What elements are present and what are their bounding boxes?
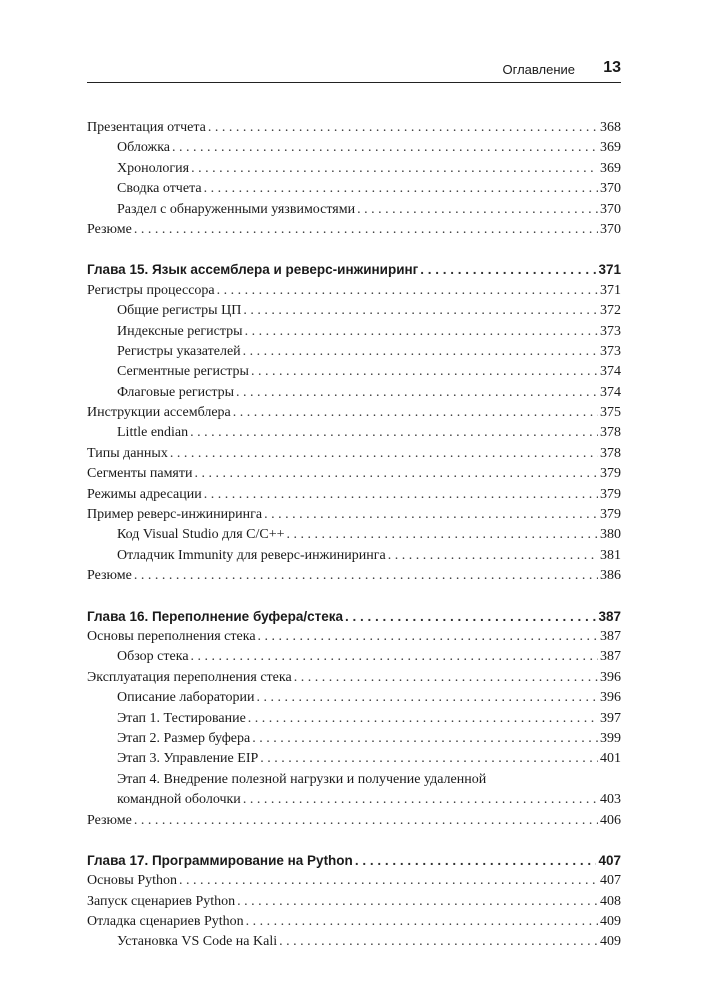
dot-leader: [248, 709, 598, 729]
toc-entry-continuation[interactable]: [87, 790, 621, 810]
toc-entry-page: 374: [600, 364, 621, 380]
toc-entry-page: 409: [600, 934, 621, 950]
running-header: [87, 56, 621, 83]
toc-entry[interactable]: [87, 688, 621, 708]
dot-leader: [260, 749, 598, 769]
toc-entry-page: 370: [600, 221, 621, 237]
dot-leader: [245, 322, 598, 342]
toc-entry-page: 378: [600, 425, 621, 441]
toc-entry[interactable]: [87, 138, 621, 158]
dot-leader: [294, 668, 598, 688]
toc-entry-page: 371: [600, 282, 621, 298]
dot-leader: [256, 688, 598, 708]
toc-entry-page: 373: [600, 323, 621, 339]
toc-entry-page: 373: [600, 343, 621, 359]
toc-entry[interactable]: [87, 159, 621, 179]
toc-entry[interactable]: [87, 525, 621, 545]
toc-entry-label: Пример реверс-инжиниринга: [87, 507, 263, 523]
toc-entry[interactable]: [87, 200, 621, 220]
toc-entry-label: Отладчик Immunity для реверс-инжиниринга: [117, 547, 386, 563]
toc-entry[interactable]: [87, 464, 621, 484]
dot-leader: [355, 851, 597, 871]
dot-leader: [357, 200, 598, 220]
toc-entry-page: 370: [600, 181, 621, 197]
dot-leader: [195, 464, 599, 484]
toc-entry-label: Обложка: [117, 140, 170, 156]
toc-entry-page: 408: [600, 893, 621, 909]
toc-entry-label: командной оболочки: [117, 792, 241, 808]
dot-leader: [134, 220, 598, 240]
toc-entry[interactable]: [87, 811, 621, 831]
toc-entry-page: 375: [600, 405, 621, 421]
toc-entry-label: Раздел с обнаруженными уязвимостями: [117, 201, 356, 217]
toc-entry-page: 368: [600, 120, 621, 135]
toc-entry-label: Сегменты памяти: [87, 466, 193, 482]
dot-leader: [204, 485, 598, 505]
toc-entry-page: 374: [600, 384, 621, 400]
toc-entry-page: 401: [600, 751, 621, 767]
toc-entry-label: Описание лаборатории: [117, 690, 255, 706]
chapter-title: Глава 16. Переполнение буфера/стека: [87, 608, 343, 624]
toc-entry-page: 379: [600, 486, 621, 502]
toc-entry[interactable]: [87, 566, 621, 586]
page-number: 13: [603, 59, 621, 76]
toc-entry-page: 386: [600, 568, 621, 584]
chapter-gap: [87, 240, 621, 260]
chapter-title: Глава 17. Программирование на Python: [87, 852, 353, 868]
dot-leader: [217, 281, 598, 301]
dot-leader: [134, 566, 598, 586]
dot-leader: [243, 301, 598, 321]
table-of-contents: [87, 118, 621, 953]
toc-entry-label: Режимы адресации: [87, 486, 202, 502]
toc-entry-page: 381: [600, 547, 621, 563]
dot-leader: [170, 444, 598, 464]
toc-entry-label: Индексные регистры: [117, 323, 243, 339]
chapter-page: 407: [598, 852, 621, 868]
toc-entry[interactable]: [87, 892, 621, 912]
toc-entry[interactable]: [87, 485, 621, 505]
toc-entry-label: Сводка отчета: [117, 181, 202, 197]
dot-leader: [191, 647, 598, 667]
toc-entry[interactable]: [87, 647, 621, 667]
toc-entry-label: Хронология: [117, 160, 190, 176]
toc-entry[interactable]: [87, 770, 621, 790]
toc-entry-label: Презентация отчета: [87, 120, 206, 135]
toc-entry-label: Резюме: [87, 812, 132, 828]
dot-leader: [233, 403, 598, 423]
toc-entry-page: 372: [600, 303, 621, 319]
chapter-entry[interactable]: [87, 260, 621, 280]
toc-entry-label: Флаговые регистры: [117, 384, 235, 400]
dot-leader: [243, 790, 598, 810]
toc-entry-label: Little endian: [117, 425, 189, 441]
toc-entry-label: Этап 3. Управление EIP: [117, 751, 259, 767]
dot-leader: [236, 383, 598, 403]
chapter-gap: [87, 587, 621, 607]
dot-leader: [237, 892, 598, 912]
toc-entry-label: Эксплуатация переполнения стека: [87, 669, 292, 685]
toc-entry-page: 379: [600, 507, 621, 523]
toc-entry[interactable]: [87, 220, 621, 240]
dot-leader: [287, 525, 598, 545]
dot-leader: [251, 362, 598, 382]
dot-leader: [246, 912, 598, 932]
toc-entry-label: Регистры указателей: [117, 343, 241, 359]
toc-entry-page: 379: [600, 466, 621, 482]
dot-leader: [134, 811, 598, 831]
toc-entry-page: 387: [600, 649, 621, 665]
toc-entry-label: Основы Python: [87, 873, 178, 889]
toc-entry-page: 370: [600, 201, 621, 217]
chapter-title: Глава 15. Язык ассемблера и реверс-инжиниринг: [87, 262, 419, 278]
toc-entry[interactable]: [87, 342, 621, 362]
toc-entry[interactable]: [87, 729, 621, 749]
toc-entry-page: 403: [600, 792, 621, 808]
toc-entry[interactable]: [87, 912, 621, 932]
toc-entry-label: Отладка сценариев Python: [87, 914, 244, 930]
dot-leader: [172, 138, 598, 158]
toc-entry-label: Этап 2. Размер буфера: [117, 730, 251, 746]
toc-entry[interactable]: [87, 281, 621, 301]
toc-entry[interactable]: [87, 749, 621, 769]
chapter-entry[interactable]: [87, 851, 621, 871]
toc-entry-page: 399: [600, 730, 621, 746]
toc-entry-label: Код Visual Studio для C/C++: [117, 527, 285, 543]
toc-entry-label: Резюме: [87, 568, 132, 584]
toc-entry-page: 409: [600, 914, 621, 930]
dot-leader: [420, 260, 596, 280]
chapter-page: 371: [598, 262, 621, 278]
toc-entry-label: Этап 1. Тестирование: [117, 710, 246, 726]
toc-entry-page: 387: [600, 628, 621, 644]
dot-leader: [252, 729, 598, 749]
toc-entry-label: Типы данных: [87, 445, 168, 461]
toc-entry[interactable]: [87, 871, 621, 891]
toc-entry-label: Обзор стека: [117, 649, 189, 665]
dot-leader: [243, 342, 598, 362]
toc-entry[interactable]: [87, 383, 621, 403]
dot-leader: [191, 159, 598, 179]
toc-entry-label: Запуск сценариев Python: [87, 893, 236, 909]
toc-entry-label: Основы переполнения стека: [87, 628, 256, 644]
toc-entry-label: Резюме: [87, 221, 132, 237]
chapter-entry[interactable]: [87, 607, 621, 627]
toc-entry-label: Установка VS Code на Kali: [117, 934, 278, 950]
toc-entry-page: 406: [600, 812, 621, 828]
toc-entry[interactable]: [87, 118, 621, 138]
toc-entry-page: 407: [600, 873, 621, 889]
toc-entry[interactable]: [87, 444, 621, 464]
toc-entry-label: Этап 4. Внедрение полезной нагрузки и получение удаленной: [117, 771, 487, 787]
toc-entry-page: 369: [600, 140, 621, 156]
toc-entry-page: 397: [600, 710, 621, 726]
dot-leader: [190, 423, 598, 443]
toc-entry-label: Сегментные регистры: [117, 364, 249, 380]
dot-leader: [279, 932, 598, 952]
dot-leader: [258, 627, 598, 647]
toc-entry-page: 396: [600, 690, 621, 706]
dot-leader: [345, 607, 596, 627]
toc-entry[interactable]: [87, 423, 621, 443]
toc-entry[interactable]: [87, 668, 621, 688]
header-title: Оглавление: [502, 62, 575, 77]
toc-entry-page: 369: [600, 160, 621, 176]
toc-entry[interactable]: [87, 546, 621, 566]
toc-entry-page: 380: [600, 527, 621, 543]
dot-leader: [388, 546, 598, 566]
toc-entry[interactable]: [87, 403, 621, 423]
toc-entry[interactable]: [87, 322, 621, 342]
dot-leader: [179, 871, 598, 891]
dot-leader: [208, 118, 598, 138]
toc-entry[interactable]: [87, 932, 621, 952]
chapter-page: 387: [598, 608, 621, 624]
toc-entry[interactable]: [87, 179, 621, 199]
dot-leader: [204, 179, 598, 199]
toc-entry-page: 378: [600, 445, 621, 461]
toc-entry-page: 396: [600, 669, 621, 685]
toc-entry[interactable]: [87, 709, 621, 729]
toc-entry[interactable]: [87, 627, 621, 647]
toc-entry[interactable]: [87, 362, 621, 382]
chapter-gap: [87, 831, 621, 851]
toc-entry[interactable]: [87, 505, 621, 525]
dot-leader: [264, 505, 598, 525]
toc-entry-label: Инструкции ассемблера: [87, 405, 231, 421]
toc-entry-label: Регистры процессора: [87, 282, 215, 298]
toc-entry[interactable]: [87, 301, 621, 321]
toc-entry-label: Общие регистры ЦП: [117, 303, 242, 319]
